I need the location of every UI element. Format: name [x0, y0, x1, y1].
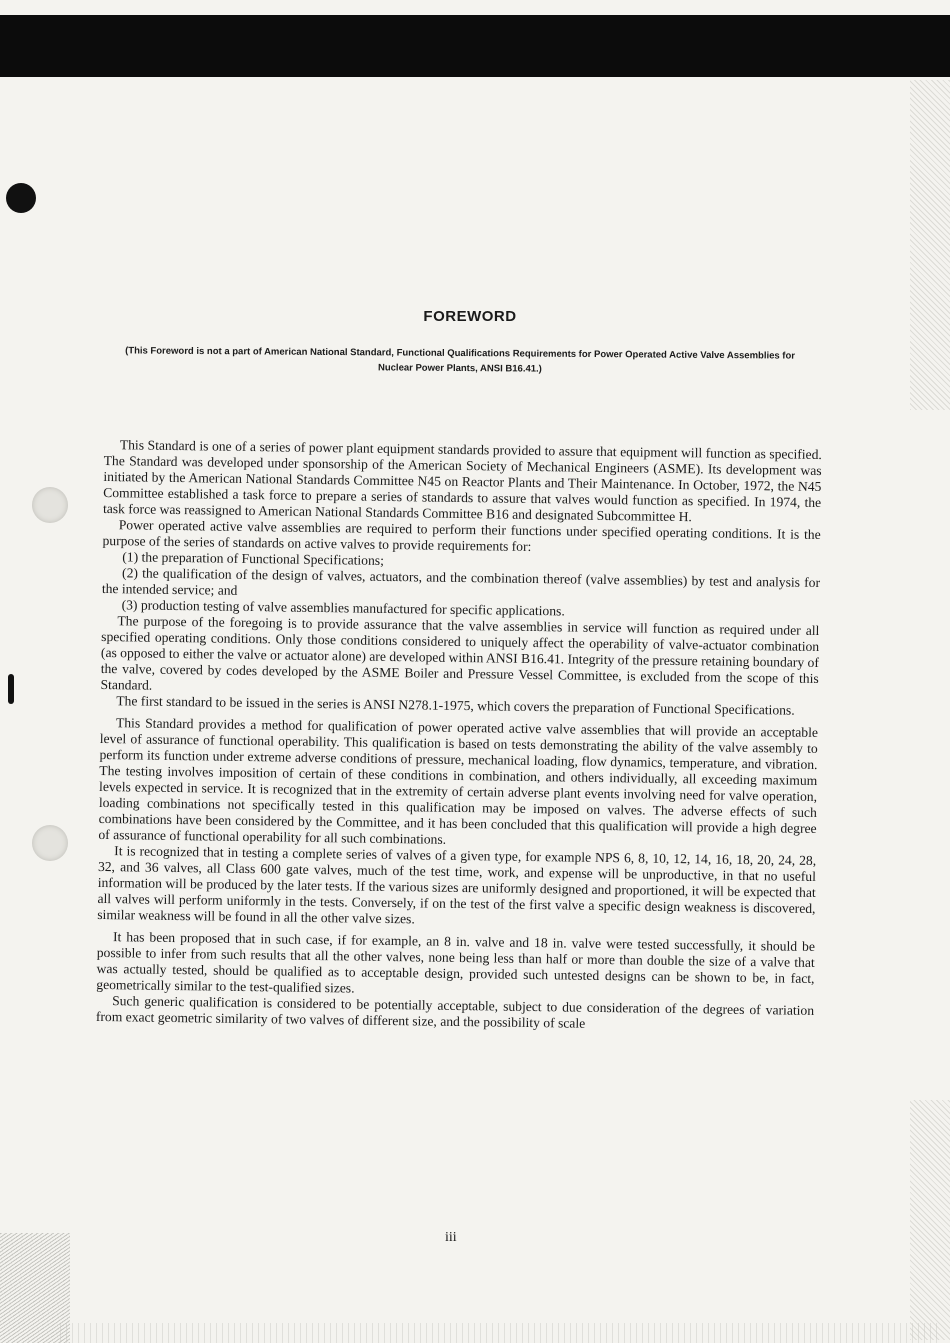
paragraph: The purpose of the foregoing is to provide assurance that the valve assemblies in service will function as required under all specified operating conditions. Only those conditions considered to uniquely affect the operability of valve-actuator combination (as opposed to either the valve or actuator alone) are developed within ANSI B16.41. Integrity of the pressure retaining boundary of the valve, covered by codes developed by the ASME Boiler and Pressure Vessel Committee, is excluded from the scope of this Standard.: [100, 613, 820, 693]
paragraph: Power operated active valve assemblies are required to perform their functions under specified operating conditions. It is the purpose of the series of standards on active valves to provide requirements for:: [102, 517, 821, 554]
page-number: iii: [445, 1230, 457, 1245]
page-title: FOREWORD: [423, 308, 517, 325]
paragraph: The first standard to be issued in the series is ANSI N278.1-1975, which covers the preparation of Functional Specifications.: [116, 693, 795, 718]
list-item: (3) production testing of valve assemblies manufactured for specific applications.: [121, 597, 565, 619]
punch-hole: [32, 487, 68, 523]
binder-hole-mark: [6, 183, 36, 213]
paragraph: It is recognized that in testing a complete series of valves of a given type, for example NPS 6, 8, 10, 12, 14, 16, 18, 20, 24, 28, 32, and 36 valves, all Class 600 gate valves, much of the test time, work, and expense will be unproductive, in that no useful information will be produced by the later tests. If the various sizes are uniformly designed and proportioned, it will be expected that all valves will perform uniformly in the tests. Conversely, if on the test of the first valve a specific design weakness is discovered, similar weakness will be found in all the other valve sizes.: [97, 843, 817, 927]
scan-top-bar: [0, 15, 950, 77]
paragraph: It has been proposed that in such case, if for example, an 8 in. valve and 18 in. valve were tested successfully, it should be possible to infer from such results that all the other valves, none being less than half or more than double the size of a valve that was actually tested, should be qualified as to acceptable design, provided such untested designs can be shown to be, in fact, geometrically similar to the test-qualified sizes.: [96, 929, 816, 996]
body-text: [96, 437, 822, 1035]
binder-hole-mark-small: [8, 674, 14, 704]
foreword-note: (This Foreword is not a part of American National Standard, Functional Qualifications Requirements for Power Operated Active Valve Assemblies for Nuclear Power Plants, ANSI B16.41.): [125, 345, 796, 375]
paragraph: Such generic qualification is considered to be potentially acceptable, subject to due consideration of the degrees of variation from exact geometric similarity of two valves of different size, and the possibility of scale: [95, 993, 815, 1031]
list-item: (1) the preparation of Functional Specifications;: [122, 549, 385, 568]
paragraph: This Standard is one of a series of power plant equipment standards provided to assure that equipment will function as specified. The Standard was developed under sponsorship of the American Society of Mechanical Engineers (ASME). Its development was initiated by the American National Standards Committee N45 on Reactor Plants and Their Maintenance. In October, 1972, the N45 Committee established a task force to prepare a series of standards to assure that valves would function as specified. In 1974, the task force was reassigned to American National Standards Committee B16 and designated Subcommittee H.: [102, 437, 822, 525]
punch-hole: [32, 825, 68, 861]
paragraph: This Standard provides a method for qualification of power operated active valve assemblies that will provide an acceptable level of assurance of functional operability. This qualification is based on tests demonstrating the ability of the valve assembly to perform its function under extreme adverse conditions of pressure, mechanical loading, flow dynamics, temperature, and vibration. The testing involves imposition of certain of these conditions in combination, and others individually, all exceeding maximum levels expected in service. It is recognized that in the extremity of certain adverse plant events involving need for valve operation, loading combinations not specifically tested in this qualification may be imposed on valves. The adverse effects of such combinations have been considered by the Committee, and it has been concluded that this qualification will provide a high degree of assurance of functional operability for all such combinations.: [98, 715, 819, 847]
scan-bottom-noise: [60, 1323, 940, 1343]
list-item: (2) the qualification of the design of valves, actuators, and the combination thereof (valve assemblies) by test and analysis for the intended service; and: [101, 565, 821, 598]
scan-edge-noise: [910, 80, 950, 410]
scan-edge-noise: [910, 1100, 950, 1340]
